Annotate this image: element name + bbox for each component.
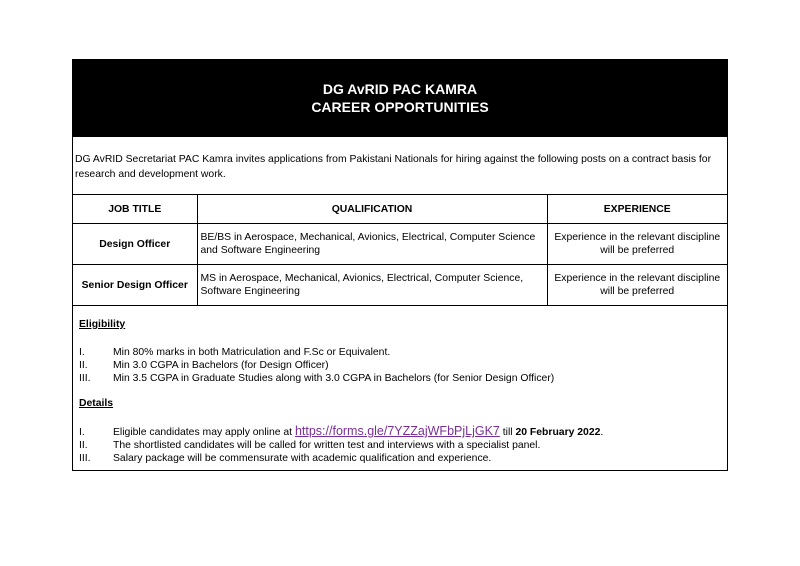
apply-till: till: [502, 427, 513, 438]
list-number: III.: [79, 453, 91, 464]
list-item: [79, 359, 719, 372]
list-text: Min 3.0 CGPA in Bachelors (for Design Officer): [113, 360, 329, 371]
apply-prefix: Eligible candidates may apply online at: [113, 427, 293, 438]
qualification-cell: BE/BS in Aerospace, Mechanical, Avionics, Electrical, Computer Science and Software Engineering: [197, 224, 547, 265]
list-number: III.: [79, 373, 91, 384]
column-header-qualification: QUALIFICATION: [197, 195, 547, 224]
column-header-job-title: JOB TITLE: [73, 195, 197, 224]
details-heading: Details: [79, 398, 114, 409]
list-text: The shortlisted candidates will be called for written test and interviews with a specialist panel.: [113, 440, 541, 451]
experience-cell: Experience in the relevant discipline will be preferred: [547, 224, 727, 265]
list-item: [79, 346, 719, 359]
column-header-experience: EXPERIENCE: [547, 195, 727, 224]
list-item: [79, 439, 719, 452]
list-number: II.: [79, 440, 88, 451]
list-number: II.: [79, 360, 88, 371]
experience-cell: Experience in the relevant discipline will be preferred: [547, 265, 727, 306]
header-banner: [73, 60, 727, 136]
header-subtitle: CAREER OPPORTUNITIES: [311, 99, 489, 115]
list-text: Salary package will be commensurate with academic qualification and experience.: [113, 453, 492, 464]
header-title: DG AvRID PAC KAMRA: [322, 81, 478, 97]
list-text: Min 80% marks in both Matriculation and F.Sc or Equivalent.: [113, 347, 391, 358]
list-text: Min 3.5 CGPA in Graduate Studies along with 3.0 CGPA in Bachelors (for Senior Design Officer): [113, 373, 555, 384]
table-header-row: [73, 195, 727, 224]
apply-suffix: .: [600, 427, 604, 438]
intro-paragraph: DG AvRID Secretariat PAC Kamra invites applications from Pakistani Nationals for hiring against the following posts on a contract basis for research and development work.: [73, 136, 727, 194]
list-item: [79, 452, 719, 465]
list-item: [79, 372, 719, 385]
application-form-link[interactable]: https://forms.gle/7YZZajWFbPjLjGK7: [294, 424, 500, 438]
table-row: [73, 265, 727, 306]
job-title-cell: Senior Design Officer: [73, 265, 197, 306]
deadline-date: 20 February 2022: [515, 427, 601, 438]
list-number: I.: [79, 347, 85, 358]
career-notice: [72, 59, 728, 471]
qualification-cell: MS in Aerospace, Mechanical, Avionics, Electrical, Computer Science, Software Engineering: [197, 265, 547, 306]
table-row: [73, 224, 727, 265]
job-title-cell: Design Officer: [73, 224, 197, 265]
eligibility-heading: Eligibility: [79, 319, 126, 330]
jobs-table: [73, 194, 727, 306]
list-number: I.: [79, 427, 85, 438]
list-item: [79, 424, 719, 439]
